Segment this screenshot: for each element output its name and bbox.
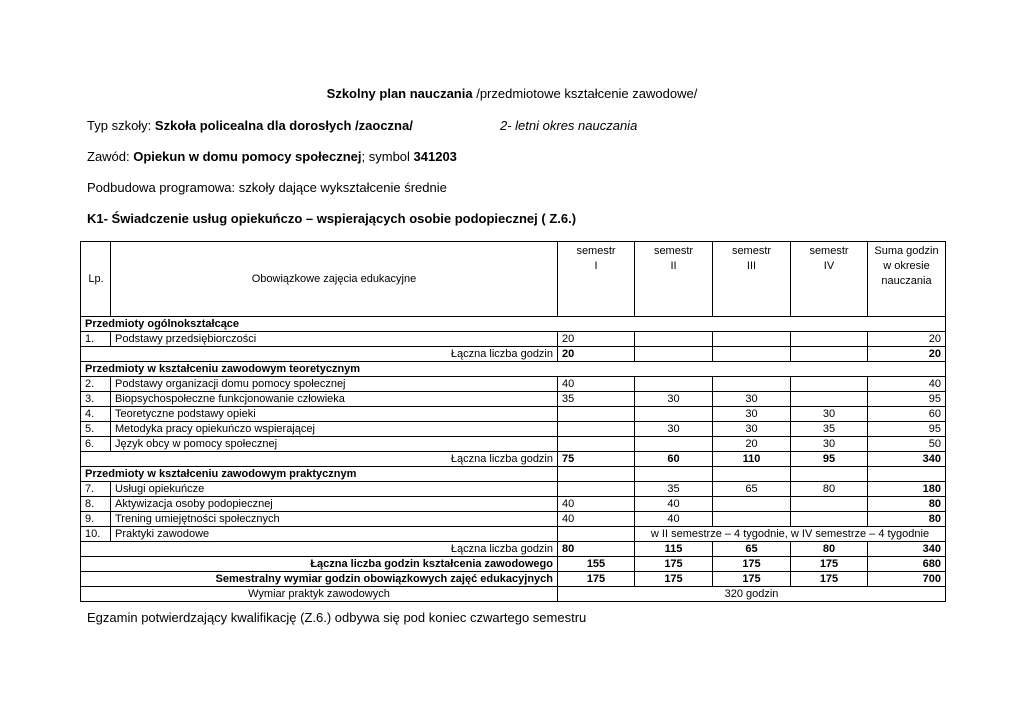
row-sem4: 30 <box>791 407 868 422</box>
total-label: Łączna liczba godzin kształcenia zawodowego <box>81 557 558 572</box>
symbol-value: 341203 <box>413 149 457 164</box>
row-sem3 <box>713 377 791 392</box>
row-sem1: 40 <box>558 512 635 527</box>
header-sem2-num: II <box>670 260 677 272</box>
row-sem2 <box>635 332 713 347</box>
program-basis: Podbudowa programowa: szkoły dające wykształcenie średnie <box>87 180 447 195</box>
section-row-practice <box>81 467 946 482</box>
row-lp: 6. <box>81 437 111 452</box>
row-sem2 <box>635 377 713 392</box>
row-sum: 80 <box>868 497 946 512</box>
section-title-practice: Przedmioty w kształceniu zawodowym praktycznym <box>81 467 558 482</box>
row-sem3 <box>713 497 791 512</box>
total-label: Łączna liczba godzin <box>81 542 558 557</box>
row-sum: 95 <box>868 422 946 437</box>
row-sum: 50 <box>868 437 946 452</box>
total-row-semester <box>81 572 946 587</box>
row-sem1 <box>558 407 635 422</box>
row-lp: 10. <box>81 527 111 542</box>
header-sem1-num: I <box>594 260 598 272</box>
row-sum: 95 <box>868 392 946 407</box>
header-sem3-num: III <box>746 260 757 272</box>
row-sum: 80 <box>868 512 946 527</box>
row-sem3: 20 <box>713 437 791 452</box>
header-sem4 <box>791 242 868 317</box>
total-sum: 700 <box>868 572 946 587</box>
total-sem1: 175 <box>558 572 635 587</box>
row-lp: 4. <box>81 407 111 422</box>
header-sum <box>868 242 946 317</box>
school-type-label: Typ szkoły: <box>87 118 155 133</box>
total-sum: 20 <box>868 347 946 362</box>
total-label: Semestralny wymiar godzin obowiązkowych zajęć edukacyjnych <box>81 572 558 587</box>
table-row <box>81 512 946 527</box>
header-sem1-word: semestr <box>576 245 616 257</box>
symbol-label: ; symbol <box>361 149 414 164</box>
total-row-theory <box>81 452 946 467</box>
table-row <box>81 437 946 452</box>
row-lp: 5. <box>81 422 111 437</box>
row-sem4 <box>791 512 868 527</box>
exam-note: Egzamin potwierdzający kwalifikację (Z.6.) odbywa się pod koniec czwartego semestru <box>87 610 587 625</box>
row-sem1 <box>558 422 635 437</box>
row-sum: 20 <box>868 332 946 347</box>
row-sem4 <box>791 332 868 347</box>
header-sem2-word: semestr <box>653 245 694 257</box>
row-subject: Teoretyczne podstawy opieki <box>111 407 558 422</box>
row-sem2 <box>635 407 713 422</box>
header-sum-line1: Suma godzin <box>874 245 939 257</box>
row-sem3: 30 <box>713 422 791 437</box>
row-sum: 40 <box>868 377 946 392</box>
row-sem2 <box>635 437 713 452</box>
row-subject: Podstawy organizacji domu pomocy społecznej <box>111 377 558 392</box>
table-row <box>81 482 946 497</box>
row-lp: 3. <box>81 392 111 407</box>
profession-label: Zawód: <box>87 149 134 164</box>
qualification-heading: K1- Świadczenie usług opiekuńczo – wspierających osobie podopiecznej ( Z.6.) <box>87 211 577 226</box>
total-sem4: 175 <box>791 557 868 572</box>
row-sem3 <box>713 512 791 527</box>
row-subject: Metodyka pracy opiekuńczo wspierającej <box>111 422 558 437</box>
total-label: Łączna liczba godzin <box>81 347 558 362</box>
total-sum: 340 <box>868 542 946 557</box>
page-title <box>0 86 1024 101</box>
table-row <box>81 392 946 407</box>
row-sem1: 40 <box>558 377 635 392</box>
header-sem3 <box>713 242 791 317</box>
total-sem2: 60 <box>635 452 713 467</box>
header-sum-line3: nauczania <box>881 275 932 287</box>
total-sem2: 175 <box>635 557 713 572</box>
row-subject: Usługi opiekuńcze <box>111 482 558 497</box>
empty-cell <box>558 527 635 542</box>
row-sum: 180 <box>868 482 946 497</box>
duration <box>500 118 637 133</box>
row-lp: 1. <box>81 332 111 347</box>
empty-cell <box>791 467 868 482</box>
row-sem4: 80 <box>791 482 868 497</box>
total-sem1: 155 <box>558 557 635 572</box>
table-row <box>81 332 946 347</box>
total-row-vocational <box>81 557 946 572</box>
row-sem4: 30 <box>791 437 868 452</box>
row-lp: 7. <box>81 482 111 497</box>
empty-cell <box>868 467 946 482</box>
total-sum: 340 <box>868 452 946 467</box>
section-title-theory: Przedmioty w kształceniu zawodowym teoretycznym <box>81 362 946 377</box>
total-sum: 680 <box>868 557 946 572</box>
row-lp: 2. <box>81 377 111 392</box>
section-row-general <box>81 317 946 332</box>
row-sem1 <box>558 437 635 452</box>
empty-cell <box>558 467 635 482</box>
table-row <box>81 377 946 392</box>
internship-hours: 320 godzin <box>558 587 946 602</box>
row-sem3: 30 <box>713 407 791 422</box>
empty-cell <box>713 467 791 482</box>
total-sem4: 95 <box>791 452 868 467</box>
total-sem2: 175 <box>635 572 713 587</box>
row-subject: Podstawy przedsiębiorczości <box>111 332 558 347</box>
header-lp: Lp. <box>81 242 111 317</box>
row-sem2: 40 <box>635 497 713 512</box>
total-row-practice <box>81 542 946 557</box>
header-sum-line2: w okresie <box>883 260 930 272</box>
table-row <box>81 407 946 422</box>
table-row <box>81 527 946 542</box>
row-subject: Biopsychospołeczne funkcjonowanie człowieka <box>111 392 558 407</box>
row-subject: Trening umiejętności społecznych <box>111 512 558 527</box>
table-header-row <box>81 242 946 317</box>
table-row <box>81 422 946 437</box>
row-sem2: 30 <box>635 422 713 437</box>
title-rest: /przedmiotowe kształcenie zawodowe/ <box>472 86 698 101</box>
school-type-line <box>87 118 413 133</box>
row-lp: 9. <box>81 512 111 527</box>
section-title-general: Przedmioty ogólnokształcące <box>81 317 946 332</box>
row-subject: Praktyki zawodowe <box>111 527 558 542</box>
header-subjects: Obowiązkowe zajęcia edukacyjne <box>111 242 558 317</box>
row-sem4 <box>791 377 868 392</box>
total-sem3: 175 <box>713 572 791 587</box>
total-sem3: 110 <box>713 452 791 467</box>
duration-text: 2- letni okres nauczania <box>500 118 638 133</box>
row-sem3 <box>713 332 791 347</box>
total-sem4 <box>791 347 868 362</box>
row-sem3: 65 <box>713 482 791 497</box>
total-sem3 <box>713 347 791 362</box>
table-row <box>81 497 946 512</box>
header-sem4-num: IV <box>823 260 835 272</box>
total-sem2: 115 <box>635 542 713 557</box>
row-sem1 <box>558 482 635 497</box>
title-bold: Szkolny plan nauczania <box>326 86 473 101</box>
row-sem1: 40 <box>558 497 635 512</box>
internship-note: w II semestrze – 4 tygodnie, w IV semestrze – 4 tygodnie <box>635 527 946 542</box>
profession-line <box>87 149 457 164</box>
total-sem1: 20 <box>558 347 635 362</box>
row-sem4 <box>791 392 868 407</box>
header-sem1 <box>558 242 635 317</box>
header-sem3-word: semestr <box>731 245 772 257</box>
header-sem4-word: semestr <box>809 245 849 257</box>
row-sem1: 35 <box>558 392 635 407</box>
row-sem1: 20 <box>558 332 635 347</box>
row-sem2: 40 <box>635 512 713 527</box>
row-sem3: 30 <box>713 392 791 407</box>
profession-value: Opiekun w domu pomocy społecznej <box>133 149 362 164</box>
row-sum: 60 <box>868 407 946 422</box>
curriculum-table <box>80 241 946 602</box>
total-sem1: 80 <box>558 542 635 557</box>
row-subject: Aktywizacja osoby podopiecznej <box>111 497 558 512</box>
total-sem1: 75 <box>558 452 635 467</box>
total-sem3: 175 <box>713 557 791 572</box>
row-sem4 <box>791 497 868 512</box>
total-row-general <box>81 347 946 362</box>
total-sem4: 80 <box>791 542 868 557</box>
row-subject: Język obcy w pomocy społecznej <box>111 437 558 452</box>
internship-label: Wymiar praktyk zawodowych <box>81 587 558 602</box>
row-sem2: 35 <box>635 482 713 497</box>
total-sem4: 175 <box>791 572 868 587</box>
total-row-internship <box>81 587 946 602</box>
row-lp: 8. <box>81 497 111 512</box>
school-type-value: Szkoła policealna dla dorosłych /zaoczna/ <box>154 118 413 133</box>
empty-cell <box>635 467 713 482</box>
total-sem3: 65 <box>713 542 791 557</box>
header-sem2 <box>635 242 713 317</box>
section-row-theory <box>81 362 946 377</box>
row-sem2: 30 <box>635 392 713 407</box>
total-sem2 <box>635 347 713 362</box>
total-label: Łączna liczba godzin <box>81 452 558 467</box>
row-sem4: 35 <box>791 422 868 437</box>
